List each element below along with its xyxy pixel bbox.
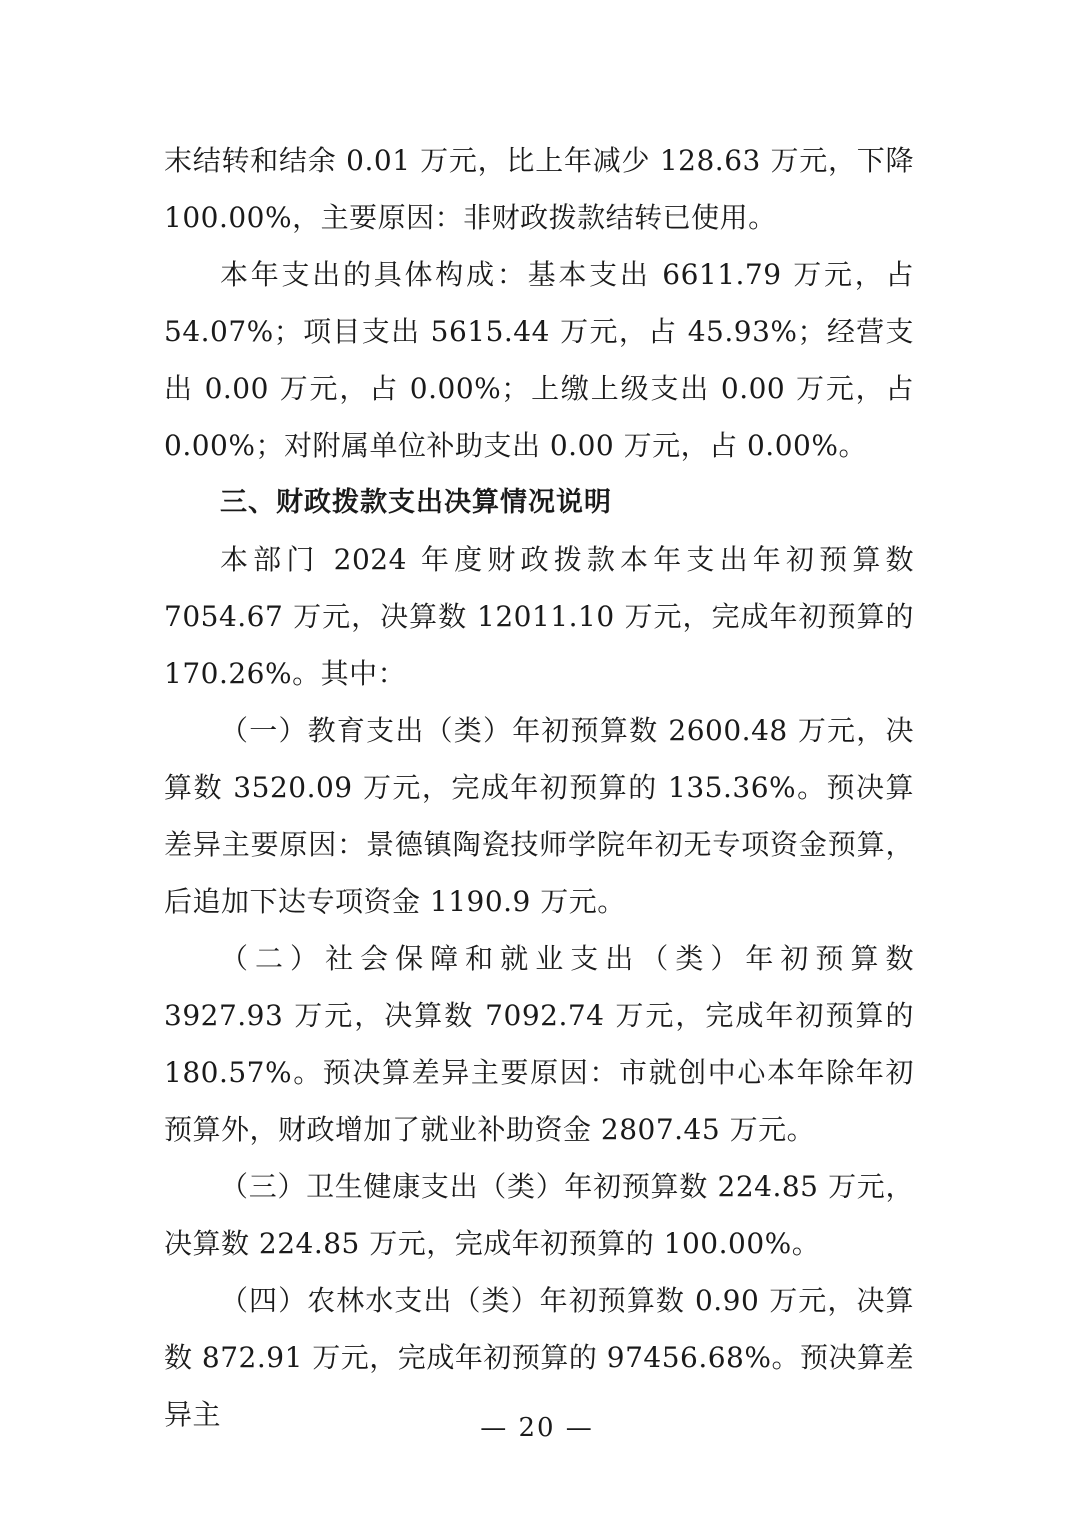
paragraph-item-agriculture: （四）农林水支出（类）年初预算数 0.90 万元，决算数 872.91 万元，完成年初预算的 97456.68%。预决算差异主	[164, 1284, 914, 1431]
paragraph-expense-composition: 本年支出的具体构成：基本支出 6611.79 万元，占 54.07%；项目支出 5615.44 万元，占 45.93%；经营支出 0.00 万元，占 0.00%；上缴上级支出 0.00 万元，占 0.00%；对附属单位补助支出 0.00 万元，占 0.00%。	[164, 258, 914, 462]
paragraph-item-social-security: （二）社会保障和就业支出（类）年初预算数 3927.93 万元，决算数 7092.74 万元，完成年初预算的 180.57%。预决算差异主要原因：市就创中心本年除年初预算外，财政增加了就业补助资金 2807.45 万元。	[164, 942, 914, 1146]
paragraph-carryover: 末结转和结余 0.01 万元，比上年减少 128.63 万元，下降 100.00%，主要原因：非财政拨款结转已使用。	[164, 144, 914, 234]
paragraph-section-intro: 本部门 2024 年度财政拨款本年支出年初预算数 7054.67 万元，决算数 12011.10 万元，完成年初预算的 170.26%。其中：	[164, 543, 914, 690]
paragraph-item-health: （三）卫生健康支出（类）年初预算数 224.85 万元，决算数 224.85 万元，完成年初预算的 100.00%。	[164, 1170, 914, 1260]
page-number: — 20 —	[480, 1413, 594, 1443]
section-heading: 三、财政拨款支出决算情况说明	[220, 487, 612, 518]
paragraph-item-education: （一）教育支出（类）年初预算数 2600.48 万元，决算数 3520.09 万元，完成年初预算的 135.36%。预决算差异主要原因：景德镇陶瓷技师学院年初无专项资金预算，后追加下达专项资金 1190.9 万元。	[164, 714, 914, 918]
document-body	[164, 132, 914, 1443]
